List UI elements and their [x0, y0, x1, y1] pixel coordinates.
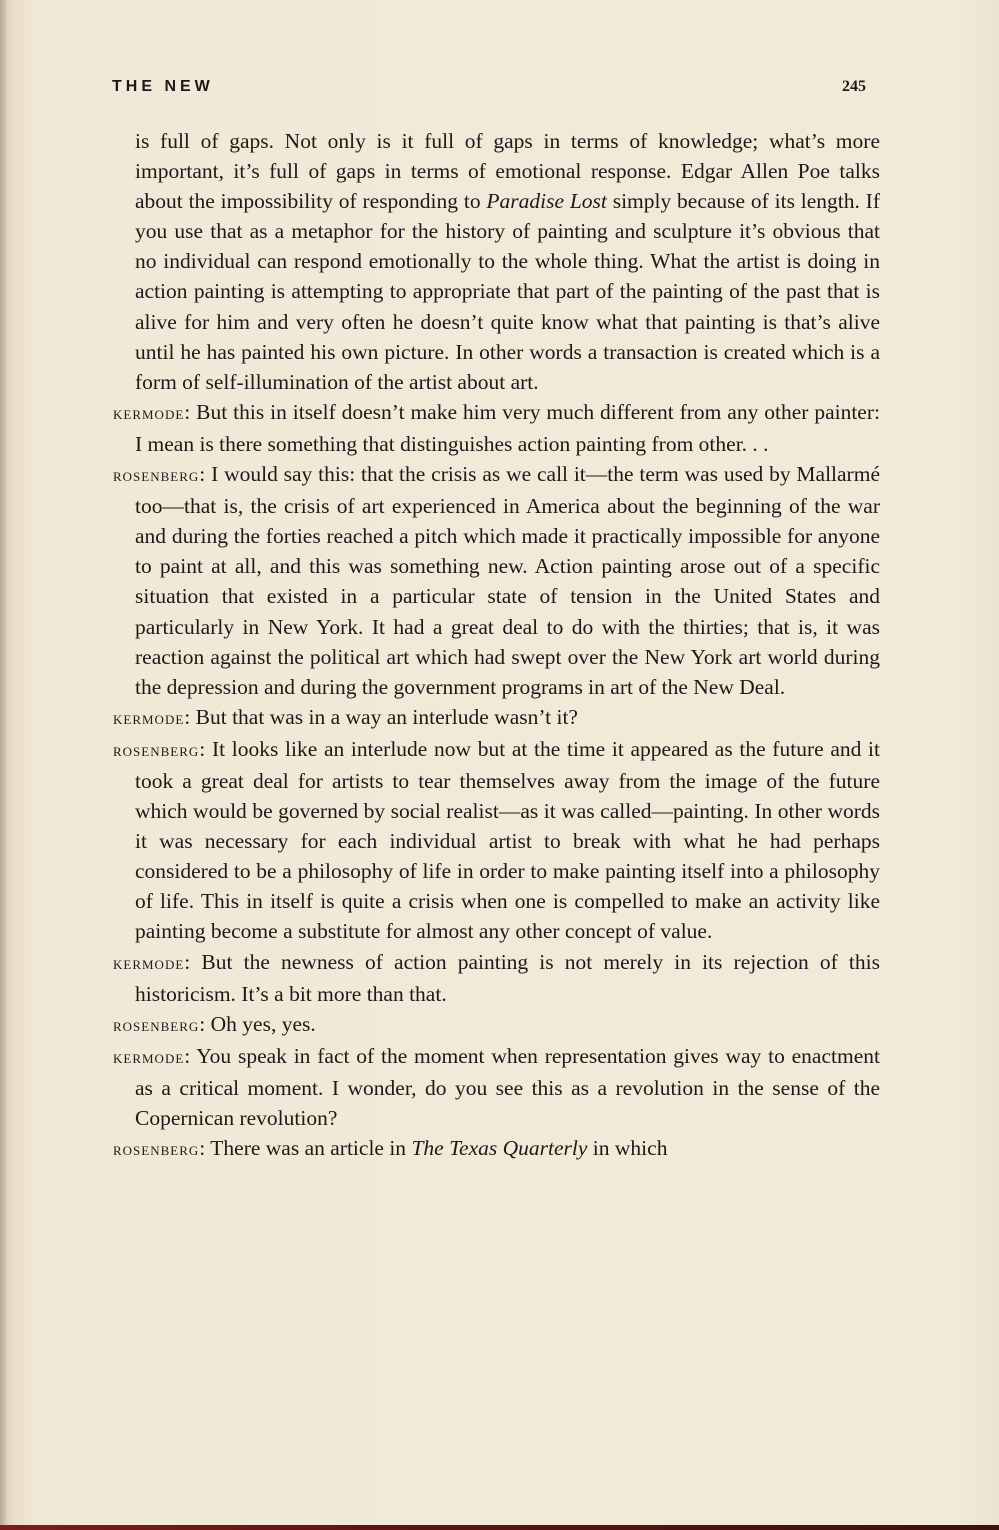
speaker-name: rosenberg — [113, 1014, 200, 1036]
speaker-name: rosenberg — [113, 465, 200, 487]
page-number: 245 — [842, 78, 866, 95]
text-segment: Oh yes, yes. — [210, 1011, 316, 1036]
text-segment: in which — [587, 1136, 668, 1161]
text-segment: is full of gaps. Not only is it full of gaps in terms of knowledge; what’s more important, it’s full of gaps in terms of emotional response. Edgar Allen Poe talks about the impossibility of responding to — [135, 129, 880, 214]
dialogue-paragraph: kermode: But the newness of action painting is not merely in its rejection of this historicism. It’s a bit more than that. — [113, 949, 880, 1006]
text-segment: simply because of its length. If you use that as a metaphor for the history of painting and sculpture it’s obvious that no individual can respond emotionally to the whole thing. What the artist is doing in action painting is attempting to appropriate that part of the painting of the past that is alive for him and very often he doesn’t quite know what that painting is that’s alive until he has painted his own picture. In other words a transaction is created which is a form of self-illumination of the artist about art. — [135, 189, 880, 394]
text-segment: But the newness of action painting is not merely in its rejection of this historicism. It’s a bit more than that. — [135, 949, 880, 1006]
continued-paragraph — [113, 126, 880, 397]
dialogue-paragraph: rosenberg: I would say this: that the crisis as we call it—the term was used by Mallarmé too—that is, the crisis of art experienced in America about the beginning of the war and during the forties reached a pitch which made it practically impossible for anyone to paint at all, and this was something new. Action painting arose out of a specific situation that existed in a particular state of tension in the United States and particularly in New York. It had a great deal to do with the thirties; that is, it was reaction against the political art which had swept over the New York art world during the depression and during the government programs in art of the New Deal. — [113, 462, 880, 699]
dialogue-paragraph: kermode: But that was in a way an interlude wasn’t it? — [113, 704, 578, 729]
dialogue-paragraph: rosenberg: Oh yes, yes. — [113, 1011, 316, 1036]
speaker-name: rosenberg — [113, 739, 200, 761]
speaker-name: rosenberg — [113, 1139, 200, 1161]
speaker-name: kermode — [113, 707, 185, 729]
running-head — [112, 78, 866, 102]
speaker-name: kermode — [113, 402, 185, 424]
italic-title: Paradise Lost — [486, 189, 607, 214]
spine-shadow — [0, 0, 8, 1530]
bottom-edge — [0, 1525, 999, 1530]
speaker-name: kermode — [113, 952, 185, 974]
text-segment: I would say this: that the crisis as we call it—the term was used by Mallarmé too—that is, the crisis of art experienced in America about the beginning of the war and during the forties reached a pitch which made it practically impossible for anyone to paint at all, and this was something new. Action painting arose out of a specific situation that existed in a particular state of tension in the United States and particularly in New York. It had a great deal to do with the thirties; that is, it was reaction against the political art which had swept over the New York art world during the depression and during the government programs in art of the New Deal. — [135, 462, 880, 699]
dialogue-text — [113, 126, 880, 1165]
dialogue-paragraph: rosenberg: There was an article in The Texas Quarterly in which — [113, 1136, 668, 1161]
dialogue-paragraph: kermode: You speak in fact of the moment when representation gives way to enactment as a critical moment. I wonder, do you see this as a revolution in the sense of the Copernican revolution? — [113, 1043, 880, 1130]
text-segment: But this in itself doesn’t make him very much different from any other painter: I mean is there something that distinguishes action painting from other. . . — [135, 399, 880, 456]
text-segment: There was an article in — [210, 1136, 412, 1161]
text-segment: It looks like an interlude now but at the time it appeared as the future and it took a great deal for artists to tear themselves away from the image of the future which would be governed by social realist—as it was called—painting. In other words it was necessary for each individual artist to break with what he had perhaps considered to be a philosophy of life in order to make painting itself into a philosophy of life. This in itself is quite a crisis when one is compelled to make an activity like painting become a substitute for almost any other concept of value. — [135, 736, 880, 944]
dialogue-paragraph: rosenberg: It looks like an interlude now but at the time it appeared as the future and it took a great deal for artists to tear themselves away from the image of the future which would be governed by social realist—as it was called—painting. In other words it was necessary for each individual artist to break with what he had perhaps considered to be a philosophy of life in order to make painting itself into a philosophy of life. This in itself is quite a crisis when one is compelled to make an activity like painting become a substitute for almost any other concept of value. — [113, 736, 880, 944]
text-segment: You speak in fact of the moment when representation gives way to enactment as a critical moment. I wonder, do you see this as a revolution in the sense of the Copernican revolution? — [135, 1043, 880, 1130]
dialogue-paragraph: kermode: But this in itself doesn’t make him very much different from any other painter: I mean is there something that distinguishes action painting from other. . . — [113, 399, 880, 456]
speaker-name: kermode — [113, 1046, 185, 1068]
italic-title: The Texas Quarterly — [411, 1136, 588, 1161]
text-segment: But that was in a way an interlude wasn’t it? — [195, 704, 578, 729]
running-title: THE NEW — [112, 78, 214, 95]
